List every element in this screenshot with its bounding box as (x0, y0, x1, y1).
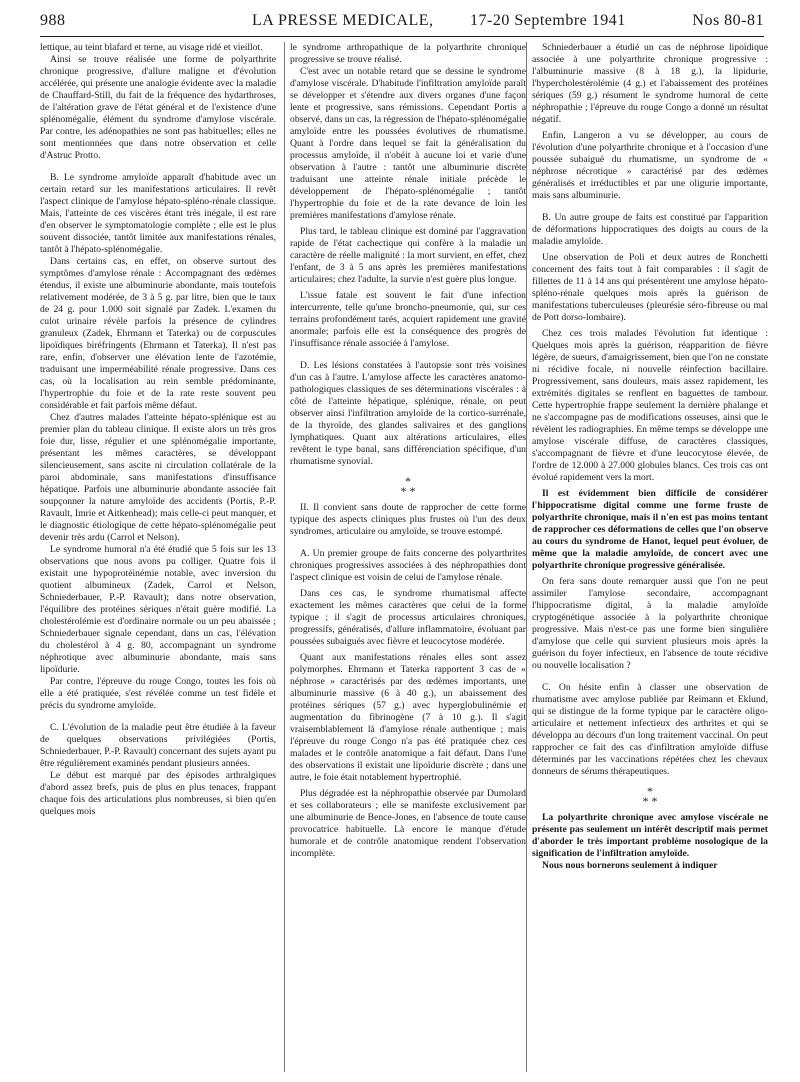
paragraph: La polyarthrite chronique avec amylose viscérale ne présente pas seulement un intérêt descriptif mais permet d'aborder le très important problème nosologique de la signification de l'infiltration amyloïde. (532, 812, 768, 859)
paragraph: C. On hésite enfin à classer une observation de rhumatisme avec amylose publiée par Reimann et Eklund, qui se distingue de la forme typique par le caractère oligo-articulaire et nettement infectieux des arthrites et qui se développa au décours d'un long traitement vaccinal. On peut rapprocher ce fait des cas d'infiltration amyloïde diffuse déterminés par les vaccinations répétées chez les chevaux donneurs de sérums thérapeutiques. (532, 682, 768, 777)
paragraph: A. Un premier groupe de faits concerne des polyarthrites chroniques progressives associées à des néphropathies dont l'aspect clinique est voisin de celui de l'amylose rénale. (290, 548, 526, 583)
paragraph: Plus dégradée est la néphropathie observée par Dumolard et ses collaborateurs ; elle se manifeste exclusivement par une albuminurie de Bence-Jones, en l'absence de toute cause provocatrice habituelle. Là encore le manque d'étude humorale et de contrôle anatomique rendent l'observation incomplète. (290, 788, 526, 859)
issue-date: 17-20 Septembre 1941 (470, 12, 626, 29)
paragraph: D. Les lésions constatées à l'autopsie sont très voisines d'un cas à l'autre. L'amylose affecte les caractères anatomo-pathologiques classiques de ses déterminations viscérales : à côté de l'atteinte hépatique, splénique, rénale, on peut observer ainsi l'infiltration amyloïde de la cortico-surrénale, de la thyroïde, des glandes salivaires et des ganglions lymphatiques. Quant aux altérations articulaires, elles revêtent le type banal, sans différenciation spécifique, d'un rhumatisme synovial. (290, 360, 526, 467)
issue-number: Nos 80-81 (692, 12, 764, 29)
paragraph: C'est avec un notable retard que se dessine le syndrome d'amylose viscérale. D'habitude l'infiltration amyloïde paraît se développer et s'étendre aux divers organes d'une façon lente et progressive, sans rémissions. Cependant Portis a observé, dans un cas, la régression de l'hépato-splénomégalie amyloïde entre les poussées évolutives de rhumatisme. Quant à l'ordre dans lequel se fait la généralisation du processus amyloïde, il n'obéit à aucune loi et varie d'une observation à l'autre : tantôt une albuminurie discrète traduisant une atteinte rénale initiale précède le développement de l'hépato-splénomégalie ; tantôt l'hypertrophie du foie et de la rate devance de loin les premières manifestations d'amylose rénale. (290, 66, 526, 221)
paragraph: lettique, au teint blafard et terne, au visage ridé et vieillot. (40, 42, 263, 53)
paragraph: Quant aux manifestations rénales elles sont assez polymorphes. Ehrmann et Taterka rapportent 3 cas de « néphrose » caractérisés par des œdèmes importants, une albuminurie massive (6 à 40 g.), un abaissement des protéines sériques (57 g.) avec hyperglobulinémie et augmentation du fibrinogène (7 à 10 g.). Il s'agit vraisemblablement là d'amylose rénale authentique ; mais l'épreuve du rouge Congo n'a pas été pratiquée chez ces malades et le contrôle anatomique a fait défaut. Dans l'une des observations il existait une lipoïdurie discrète ; dans une autre, le foie était notablement hypertrophié. (290, 652, 526, 783)
page-header (40, 10, 764, 37)
paragraph: Par contre, l'épreuve du rouge Congo, toutes les fois où elle a été pratiquée, s'est révélée comme un test fidèle et précis du syndrome amyloïde. (40, 676, 276, 711)
section-separator: * * * (642, 784, 658, 808)
paragraph: Le syndrome humoral n'a été étudié que 5 fois sur les 13 observations que nous avons pu colliger. Quatre fois il existait une hypoprotéinémie notable, avec inversion du quotient albumineux (Zadek, Carrol et Nelson, Schniederbauer, P.-P. Ravault); dans notre observation, l'équilibre des protéines sériques n'était guère modifié. La cholestérolémie est d'ordinaire normale ou un peu abaissée ; Schniederbauer signale cependant, dans un cas, l'élévation du cholestérol à 4 g. 80, accompagnant un syndrome néphrotique avec albuminurie abondante, mais sans lipoïdurie. (40, 544, 276, 675)
paragraph: Schniederbauer a étudié un cas de néphrose lipoïdique associée à une polyarthrite chronique progressive : l'albuminurie massive (8 à 18 g.), la lipidurie, l'hypercholestérolémie (4 g.) et l'abaissement des protéines sériques (59 g.) résument le syndrome humoral de cette néphropathie ; l'épreuve du rouge Congo a donné un résultat négatif. (532, 42, 768, 125)
paragraph: Une observation de Poli et deux autres de Ronchetti concernent des faits tout à fait comparables : il s'agit de fillettes de 11 à 14 ans qui présentèrent une amylose hépato-spléno-rénale quelques mois après la guérison de manifestations tuberculeuses (pleurésie séro-fibreuse ou mal de Pott dorso-lombaire). (532, 252, 768, 323)
paragraph: Plus tard, le tableau clinique est dominé par l'aggravation rapide de l'état cachectique qui confère à la maladie un caractère de réelle malignité : la mort survient, en effet, chez l'enfant, de 3 à 5 ans après les premières manifestations articulaires; chez l'adulte, la survie n'est guère plus longue. (290, 226, 526, 285)
paragraph: Enfin, Langeron a vu se développer, au cours de l'évolution d'une polyarthrite chronique et à l'occasion d'une poussée subaiguë du rhumatisme, un syndrome de « néphrose nécrotique » caractérisé par des œdèmes généralisés et irréductibles et par une oligurie importante, mais sans albuminurie. (532, 130, 768, 201)
paragraph: B. Un autre groupe de faits est constitué par l'apparition de déformations hippocratiques des doigts au cours de la maladie amyloïde. (532, 212, 768, 247)
paragraph: II. Il convient sans doute de rapprocher de cette forme typique des aspects cliniques plus frustes où l'un des deux syndromes, articulaire ou amyloïde, se trouve estompé. (290, 502, 526, 537)
paragraph: Dans certains cas, en effet, on observe surtout des symptômes d'amylose rénale : Accompagnant des œdèmes étendus, il existe une albuminurie abondante, mais toutefois relativement modérée, de 3 à 5 g. par litre, bien que le taux de 24 g. pour 1.000 soit signalé par Zadek. L'examen du culot urinaire révèle parfois la présence de cylindres granuleux (Zadek, Ehrmann et Taterka) ou de corpuscules lipoïdiques biréfringents (Ehrmann et Taterka). Il n'est pas rare, enfin, d'observer une élévation lente de l'azotémie, traduisant une imperméabilité rénale progressive. Dans ces cas, où la localisation au rein semble prédominante, l'hypertrophie du foie et de la rate reste souvent peu considérable et fait parfois même défaut. (40, 256, 276, 411)
column-2 (290, 42, 526, 1076)
paragraph: B. Le syndrome amyloïde apparaît d'habitude avec un certain retard sur les manifestations articulaires. Il revêt l'aspect clinique de l'amylose hépato-spléno-rénale classique. Mais, l'atteinte de ces viscères étant très inégale, il est rare d'en observer le symptomatologie complète ; elle est le plus souvent dissociée, tantôt limitée aux manifestations rénales, tantôt à l'hépato-splénomégalie. (40, 172, 276, 255)
page-number: 988 (40, 12, 66, 29)
paragraph: Nous nous bornerons seulement à indiquer (542, 860, 718, 871)
column-rule (526, 42, 527, 1072)
column-rule (284, 42, 285, 1072)
paragraph: On fera sans doute remarquer aussi que l'on ne peut assimiler l'amylose secondaire, accompagnant l'hippocratisme digital, à la maladie amyloïde cryptogénétique associée à la polyarthrite chronique progressive. Mais n'est-ce pas une forme bien singulière d'amylose que celle qui survient plusieurs mois après la guérison du foyer infectieux, en l'absence de toute récidive ou nouvelle localisation ? (532, 576, 768, 671)
section-separator: * * * (400, 474, 416, 498)
paragraph: Chez d'autres malades l'atteinte hépato-splénique est au premier plan du tableau clinique. Il existe alors un très gros foie dur, lisse, régulier et une splénomégalie importante, présentant les mêmes caractères, se développant silencieusement, sans ascite ni circulation collatérale de la paroi abdominale, sans manifestations d'insuffisance hépatique. Parfois une albuminurie abondante associée fait soupçonner la nature amyloïde des accidents (Portis, P.-P. Ravault, Imrie et Aitkenhead); mais celle-ci peut manquer, et le diagnostic étiologique de cette hépato-splénomégalie peut devenir très ardu (Carrol et Nelson). (40, 412, 276, 543)
journal-title: LA PRESSE MEDICALE, (252, 12, 434, 29)
paragraph: Dans ces cas, le syndrome rhumatismal affecte exactement les mêmes caractères que celui de la forme typique ; il s'agit de processus articulaires chroniques, progressifs, généralisés, d'allure inflammatoire, évoluant par poussées subaiguës avec fièvre et leucocytose modérée. (290, 588, 526, 647)
paragraph: Il est évidemment bien difficile de considérer l'hippocratisme digital comme une forme fruste de polyarthrite chronique, mais il n'en est pas moins tentant de rapprocher ces déformations de celles que l'on observe au cours du syndrome de Hanot, lequel peut évoluer, de même que la maladie amyloïde, de concert avec une polyarthrite chronique progressive généralisée. (532, 488, 768, 571)
column-3 (532, 42, 768, 1076)
paragraph: Chez ces trois malades l'évolution fut identique : Quelques mois après la guérison, réapparition de fièvre légère, de sueurs, d'amaigrissement, bien que l'on ne constate ni récidive focale, ni nouvelle réinfection bacillaire. Progressivement, sans douleurs, mais assez rapidement, les extrémités digitales se renflent en baguettes de tambour. Cette hypertrophie frappe seulement la dernière phalange et ne s'accompagne pas de modifications osseuses, ainsi que le révèlent les radiographies. En même temps se développe une amylose viscérale diffuse, de caractères classiques, s'accompagnant de fièvre et d'une leucocytose élevée, de l'ordre de 12.000 à 27.000 globules blancs. Ces trois cas ont évolué rapidement vers la mort. (532, 328, 768, 483)
paragraph: C. L'évolution de la maladie peut être étudiée à la faveur de quelques observations privilégiées (Portis, Schniederbauer, P.-P. Ravault) concernant des sujets ayant pu être régulièrement examinés pendant plusieurs années. (40, 722, 276, 769)
paragraph: Le début est marqué par des épisodes arthralgiques d'abord assez brefs, puis de plus en plus tenaces, frappant chaque fois des articulations plus nombreuses, si bien qu'en quelques mois (40, 770, 276, 817)
paragraph: le syndrome arthropathique de la polyarthrite chronique progressive se trouve réalisé. (290, 42, 526, 65)
paragraph: L'issue fatale est souvent le fait d'une infection intercurrente, telle qu'une broncho-pneumonie, qui, sur ces terrains profondément tarés, acquiert rapidement une gravité anormale; parfois elle est la conséquence des progrès de l'insuffisance rénale associée à l'amylose. (290, 290, 526, 349)
column-1 (40, 42, 276, 1076)
paragraph: Ainsi se trouve réalisée une forme de polyarthrite chronique progressive, d'allure maligne et d'évolution accélérée, qui présente une analogie évidente avec la maladie de Chauffard-Still, du fait de la fréquence des hydarthroses, de l'altération grave de l'état général et de l'existence d'une splénomégalie, élément du syndrome d'amylose viscérale. Par contre, les adénopathies ne sont pas habituelles; elles ne sont mentionnées que dans notre observation et celle d'Astruc Protto. (40, 54, 276, 161)
